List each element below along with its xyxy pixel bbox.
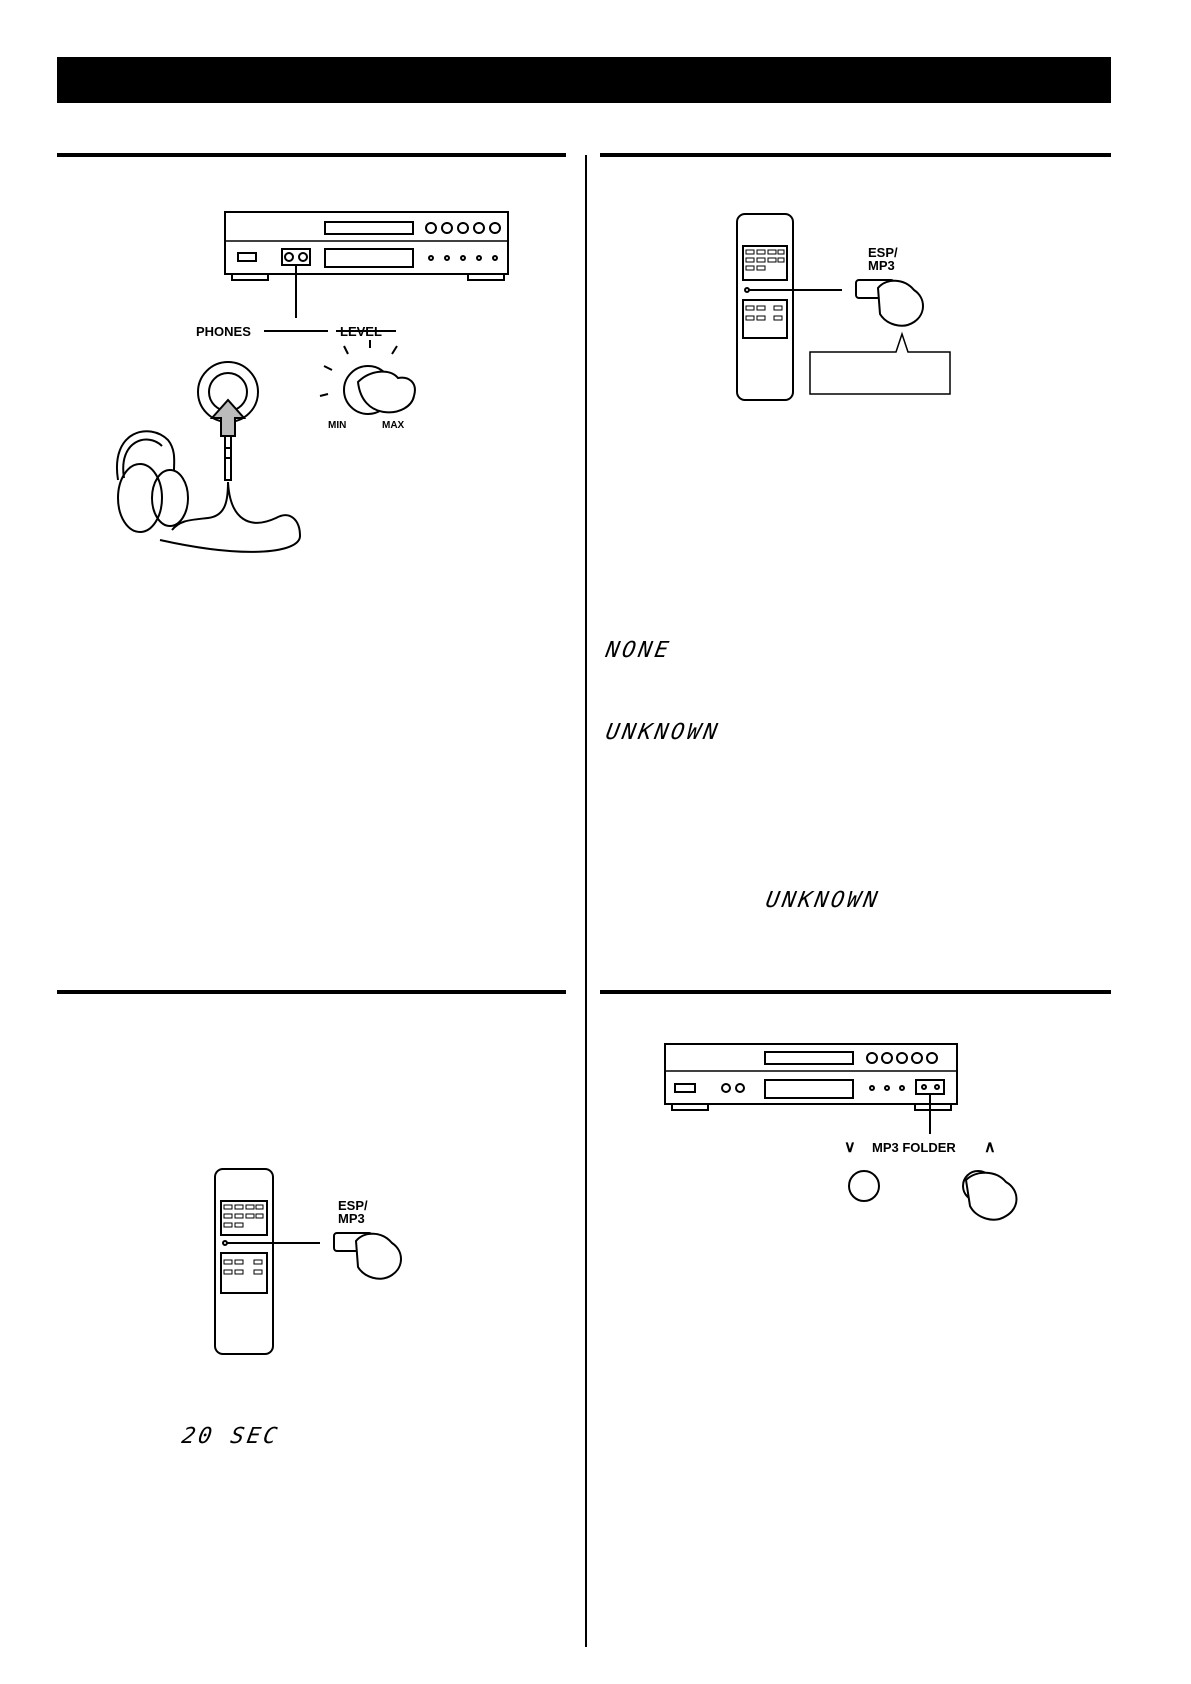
folder-up-button-icon <box>963 1171 1017 1220</box>
column-divider <box>585 155 587 1647</box>
max-label: MAX <box>382 420 405 431</box>
mp3-folder-label: MP3 FOLDER <box>872 1140 956 1155</box>
mp3-folder-up-symbol: ∧ <box>984 1139 996 1156</box>
esp-mp3-label-line1: ESP/ <box>868 245 898 260</box>
display-unknown-2: UNKNOWN <box>763 888 882 913</box>
remote-control-icon <box>215 1169 320 1354</box>
esp-remote-illustration <box>210 1165 430 1360</box>
display-esp-seconds: 20 SEC <box>179 1424 282 1449</box>
mp3-info-remote-illustration <box>730 210 980 410</box>
esp-mp3-label-line2: MP3 <box>868 258 895 273</box>
section-rule-mp3-folder <box>600 990 1111 994</box>
phones-label: PHONES <box>196 324 251 339</box>
level-label: LEVEL <box>340 324 382 339</box>
section-rule-mp3-info <box>600 153 1111 157</box>
mp3-folder-down-symbol: ∨ <box>844 1139 856 1156</box>
display-none: NONE <box>603 638 674 663</box>
esp-mp3-label-line2: MP3 <box>338 1211 365 1226</box>
phones-jack-icon <box>198 362 258 480</box>
section-rule-esp <box>57 990 566 994</box>
callout-box <box>810 334 950 394</box>
esp-mp3-button-icon <box>334 1233 401 1279</box>
esp-mp3-button-icon <box>856 280 923 326</box>
level-knob-icon <box>320 340 415 414</box>
display-unknown-1: UNKNOWN <box>603 720 722 745</box>
section-rule-headphones <box>57 153 566 157</box>
folder-down-button-icon <box>849 1171 879 1201</box>
min-label: MIN <box>328 420 347 431</box>
cd-player-icon <box>225 212 508 331</box>
headphones-illustration <box>100 200 520 570</box>
headphones-icon <box>117 431 300 552</box>
esp-mp3-label-line1: ESP/ <box>338 1198 368 1213</box>
header-bar <box>57 57 1111 103</box>
cd-player-icon <box>665 1044 957 1134</box>
mp3-folder-illustration <box>660 1040 1060 1240</box>
